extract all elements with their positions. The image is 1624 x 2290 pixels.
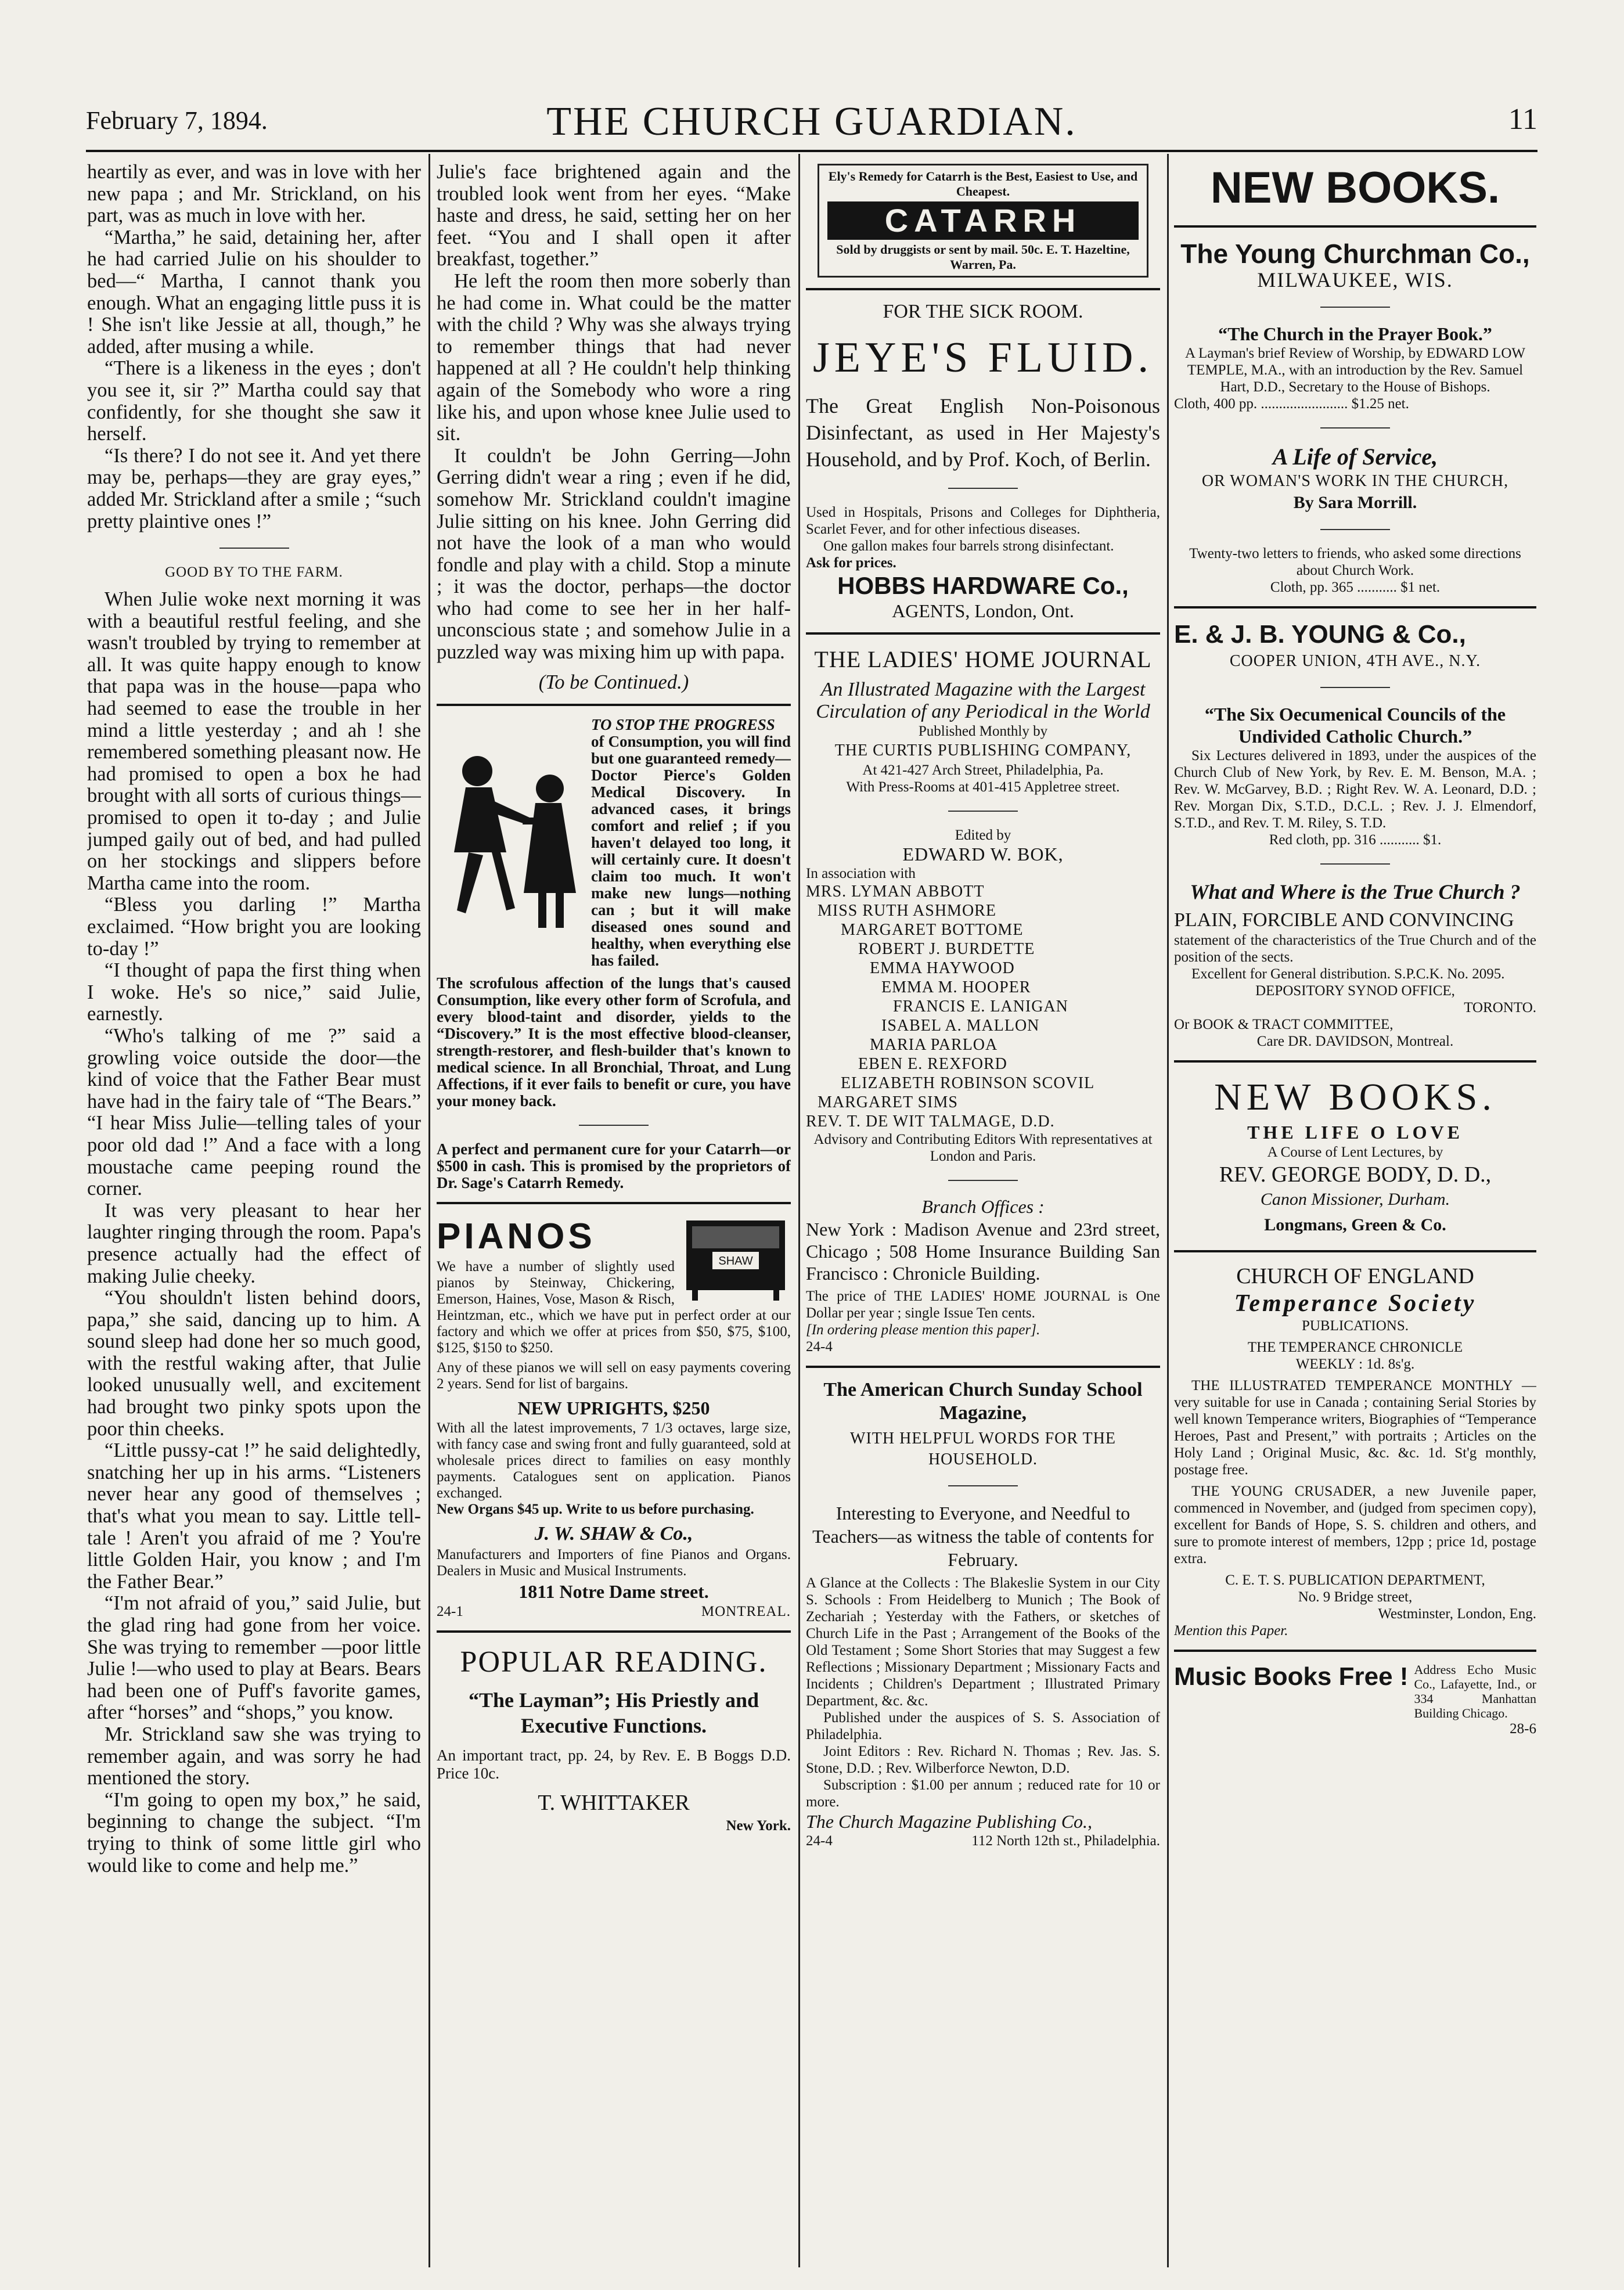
- chapter-subhead: GOOD BY TO THE FARM.: [165, 564, 343, 581]
- ad-reference: 24-4: [806, 1832, 833, 1849]
- ad-body: of Consumption, you will find but one guaranteed remedy—Doctor Pierce's Golden Medical Discovery. In advanced cases, it brings comfort and relief ; if you haven't delayed too long, it will certainly cure. It doesn't claim too much. It won't make new lungs—nothing can ; but it will make diseased ones sound and healthy, when everything else has failed.: [591, 733, 791, 970]
- contributor-name: MISS RUTH ASHMORE: [818, 902, 996, 920]
- depository-line: DEPOSITORY SYNOD OFFICE,: [1255, 983, 1455, 999]
- section-divider: [219, 548, 289, 549]
- book-tract-line: Or BOOK & TRACT COMMITTEE,: [1174, 1017, 1393, 1033]
- section-divider: [1174, 606, 1536, 608]
- music-books-heading: Music Books Free !: [1174, 1662, 1409, 1691]
- section-divider: [806, 288, 1160, 290]
- column-divider: [1167, 154, 1169, 2267]
- story-paragraph: It couldn't be John Gerring—John Gerring didn't wear a ring ; even if he did, somehow Mr. Strickland couldn't imagine Julie sitting on his knee. John Gerring did not have the look of a man who would fondle and play with a child. Stop a minute ; it was the doctor, perhaps—the doctor who had come to see her in her half-unconscious state ; and somehow Julie in a puzzled way was mixing him up with papa.: [437, 444, 791, 664]
- jeyes-fluid-heading: JEYE'S FLUID.: [812, 333, 1153, 381]
- ad-body: Used in Hospitals, Prisons and Colleges for Diphtheria, Scarlet Fever, and for other infectious diseases.: [806, 504, 1160, 537]
- contributor-name: MARGARET BOTTOME: [841, 921, 1024, 939]
- book-description: Twenty-two letters to friends, who asked some directions about Church Work.: [1189, 545, 1521, 578]
- book-title: “The Church in the Prayer Book.”: [1218, 323, 1492, 344]
- to-be-continued: (To be Continued.): [538, 671, 689, 693]
- ad-body: Ely's Remedy for Catarrh is the Best, Easiest to Use, and Cheapest.: [828, 169, 1138, 199]
- milwaukee-line: MILWAUKEE, WIS.: [1257, 268, 1453, 291]
- book-title: “The Six Oecumenical Councils of the Undivided Catholic Church.”: [1204, 704, 1506, 747]
- section-divider: [1174, 1650, 1536, 1652]
- column-book-notices: [1174, 161, 1536, 2275]
- popular-reading-heading: POPULAR READING.: [460, 1646, 768, 1679]
- book-description: Six Lectures delivered in 1893, under the auspices of the Church Club of New York, by Rev. E. M. Benson, M.A. ; Rev. W. McGarvey, B.D. ; Right Rev. W. A. Leonard, D.D. ; Rev. Morgan Dix, S.T.D., D.C.L. ; Rev. J. J. Elmendorf, S.T.D., and Rev. T. M. Riley, S. T.D.: [1174, 748, 1536, 831]
- story-paragraph: “I'm going to open my box,” he said, beginning to change the subject. “I'm trying to think of some little girl who would like to come and help me.”: [87, 1788, 421, 1877]
- pianos-heading: PIANOS: [437, 1216, 596, 1257]
- contributor-name: REV. T. DE WIT TALMAGE, D.D.: [806, 1112, 1055, 1131]
- masthead: [86, 99, 1537, 145]
- section-divider: [579, 1125, 649, 1126]
- ad-body: Advisory and Contributing Editors With representatives at London and Paris.: [813, 1132, 1153, 1165]
- ad-body: Edited by: [955, 827, 1011, 843]
- book-price: Cloth, 400 pp. ........................ $1.25 net.: [1174, 395, 1409, 412]
- column-story-part1: [87, 161, 421, 2275]
- page-number: 11: [1508, 103, 1537, 136]
- section-divider: [1320, 863, 1390, 865]
- book-subtitle: OR WOMAN'S WORK IN THE CHURCH,: [1201, 471, 1509, 490]
- section-divider: [437, 1202, 791, 1204]
- section-divider: [1320, 529, 1390, 530]
- book-description: THE ILLUSTRATED TEMPERANCE MONTHLY —very suitable for use in Canada ; containing Serial Stories by well known Temperance writers, Biographies of “Temperance Heroes, Past and Present,” with portraits ; Articles on the Holy Land ; Original Music, &c. &c. 1d. St'g monthly, postage free.: [1174, 1377, 1536, 1478]
- book-title: What and Where is the True Church ?: [1190, 880, 1521, 904]
- book-description: THE YOUNG CRUSADER, a new Juvenile paper, commenced in November, and (judged from specimen copy), excellent for Bands of Hope, S. S. children and others, and sure to promote interest of members, 12pp ; price 1d, postage extra.: [1174, 1483, 1536, 1567]
- ad-body: An Illustrated Magazine with the Largest Circulation of any Periodical in the World: [816, 679, 1150, 723]
- section-divider: [1320, 687, 1390, 688]
- contributor-name: EMMA M. HOOPER: [881, 978, 1031, 997]
- toronto-line: TORONTO.: [1464, 1000, 1536, 1016]
- shaw-city: MONTREAL.: [701, 1604, 791, 1620]
- publications-label: PUBLICATIONS.: [1301, 1317, 1409, 1334]
- section-divider: [806, 1366, 1160, 1368]
- book-description: statement of the characteristics of the True Church and of the position of the sects.: [1174, 932, 1536, 966]
- book-description: A Course of Lent Lectures, by: [1267, 1144, 1443, 1160]
- ad-body: At 421-427 Arch Street, Philadelphia, Pa.: [862, 762, 1104, 778]
- section-divider: [948, 488, 1018, 489]
- story-paragraph: “Bless you darling !” Martha exclaimed. “How bright you are looking to-day !”: [87, 894, 421, 960]
- ad-heading: TO STOP THE PROGRESS: [591, 716, 775, 734]
- story-paragraph: Julie's face brightened again and the troubled look went from her eyes. “Make haste and dress, he said, setting her on her feet. “You and I shall open it after breakfast, together.”: [437, 161, 791, 271]
- contributor-name: ROBERT J. BURDETTE: [858, 940, 1035, 959]
- story-paragraph: “Is there? I do not see it. And yet there may be, perhaps—they are gray eyes,” added Mr. Strickland after a smile ; “such pretty plaintive ones !”: [87, 444, 421, 532]
- new-books-heading: NEW BOOKS.: [1210, 163, 1500, 213]
- column-advertisements: [806, 161, 1160, 2275]
- plain-forcible-line: PLAIN, FORCIBLE AND CONVINCING: [1174, 909, 1514, 931]
- ad-body: [In ordering please mention this paper].: [806, 1322, 1040, 1338]
- ladies-home-journal-heading: THE LADIES' HOME JOURNAL: [814, 646, 1152, 673]
- contributor-name: EMMA HAYWOOD: [870, 959, 1015, 978]
- story-paragraph: Mr. Strickland saw she was trying to remember again, and was sorry he had mentioned the story.: [87, 1723, 421, 1789]
- ad-body: The price of THE LADIES' HOME JOURNAL is One Dollar per year ; single Issue Ten cents.: [806, 1288, 1160, 1321]
- book-price: Cloth, pp. 365 ........... $1 net.: [1270, 579, 1441, 595]
- new-books-heading-2: NEW BOOKS.: [1214, 1076, 1496, 1119]
- ask-prices: Ask for prices.: [806, 555, 896, 571]
- book-author: By Sara Morrill.: [1293, 493, 1417, 513]
- book-price: Red cloth, pp. 316 ........... $1.: [1269, 832, 1442, 848]
- story-paragraph: “There is a likeness in the eyes ; don't you see it, sir ?” Martha could say that confidently, for she thought she saw it herself.: [87, 357, 421, 445]
- section-divider: [1174, 1060, 1536, 1063]
- book-author-title: Canon Missioner, Durham.: [1260, 1189, 1450, 1209]
- newspaper-title: THE CHURCH GUARDIAN.: [546, 99, 1077, 144]
- shaw-company: J. W. SHAW & Co.,: [534, 1523, 693, 1545]
- contributor-name: MARIA PARLOA: [870, 1036, 998, 1054]
- catarrh-advertisement: [818, 164, 1148, 278]
- hobbs-hardware: HOBBS HARDWARE Co.,: [837, 571, 1129, 599]
- book-title: A Life of Service,: [1272, 443, 1438, 470]
- ad-body: A perfect and permanent cure for your Catarrh—or $500 in cash. This is promised by the proprietors of Dr. Sage's Catarrh Remedy.: [437, 1140, 791, 1192]
- ad-body: Subscription : $1.00 per annum ; reduced rate for 10 or more.: [806, 1777, 1160, 1810]
- consumption-advertisement: [437, 716, 791, 1191]
- story-paragraph: “I thought of papa the first thing when I woke. He's so nice,” said Julie, earnestly.: [87, 959, 421, 1025]
- popular-reading-advertisement: [437, 1643, 791, 1834]
- ad-body: One gallon makes four barrels strong disinfectant.: [823, 538, 1114, 554]
- issue-date: February 7, 1894.: [86, 106, 268, 135]
- layman-title: “The Layman”; His Priestly and Executive Functions.: [468, 1688, 759, 1738]
- ad-body: In association with: [806, 866, 916, 882]
- ad-body: With Press-Rooms at 401-415 Appletree street.: [846, 779, 1120, 795]
- temperance-society-heading: Temperance Society: [1234, 1290, 1477, 1317]
- whittaker-city: New York.: [726, 1818, 791, 1834]
- ad-body: An important tract, pp. 24, by Rev. E. B Boggs D.D. Price 10c.: [437, 1747, 791, 1783]
- story-paragraph: It was very pleasant to hear her laughter ringing through the room. Papa's presence actually had the effect of making Julie cheeky.: [87, 1199, 421, 1287]
- cooper-union-line: COOPER UNION, 4TH AVE., N.Y.: [1229, 651, 1481, 670]
- section-divider: [1174, 1250, 1536, 1252]
- contributor-name: ISABEL A. MALLON: [881, 1017, 1040, 1035]
- chronicle-price: WEEKLY : 1d. 8s'g.: [1295, 1356, 1415, 1372]
- publication-address: Westminster, London, Eng.: [1378, 1605, 1536, 1622]
- ad-body: Any of these pianos we will sell on easy payments covering 2 years. Send for list of bargains.: [437, 1360, 791, 1392]
- ad-body: We have a number of slightly used pianos by Steinway, Chickering, Emerson, Haines, Vose, Mason & Risch, Heintzman, etc., which we have put in perfect order at our factory and which we offer at prices from $50, $75, $100, $125, $150 to $250.: [437, 1259, 791, 1356]
- ad-reference: 28-6: [1510, 1720, 1536, 1737]
- ad-body: Joint Editors : Rev. Richard N. Thomas ; Rev. Jas. S. Stone, D.D. ; Rev. Wilberforce Newton, D.D.: [806, 1743, 1160, 1776]
- story-paragraph: “Martha,” he said, detaining her, after he had carried Julie on his shoulder to bed—“ Martha, I cannot thank you enough. What an engaging little puss it is ! She isn't like Jessie at all, though,” he added, after musing a while.: [87, 226, 421, 358]
- piano-label: SHAW: [718, 1255, 753, 1268]
- catarrh-heading: CATARRH: [827, 201, 1139, 240]
- contributor-name: MARGARET SIMS: [818, 1093, 958, 1112]
- section-divider: [948, 811, 1018, 812]
- story-paragraph: When Julie woke next morning it was with a beautiful restful feeling, and she wasn't troubled by trying to remember at all. It was quite happy enough to know that papa was in the house—papa who had seemed to ease the trouble in her mind a little yesterday ; and ah ! she remembered something pleasant now. He had promised to open a box he had brought with all sorts of curious things—promised to open it to-day ; and Julie jumped gaily out of bed, and had pulled on her stockings and slippers before Martha came into the room.: [87, 588, 421, 894]
- ej-b-young-heading: E. & J. B. YOUNG & Co.,: [1174, 620, 1466, 649]
- church-magazine-publisher: The Church Magazine Publishing Co.,: [806, 1810, 1093, 1832]
- book-description: A Layman's brief Review of Worship, by EDWARD LOW TEMPLE, M.A., with an introduction by the Rev. Samuel Hart, D.D., Secretary to the House of Bishops.: [1185, 345, 1525, 395]
- book-author: REV. GEORGE BODY, D. D.,: [1219, 1162, 1492, 1187]
- section-divider: [948, 1485, 1018, 1486]
- dancing-figures-illustration: [437, 719, 582, 951]
- contributor-name: EBEN E. REXFORD: [858, 1055, 1007, 1074]
- story-paragraph: “Little pussy-cat !” he said delightedly, snatching her up in his arms. “Listeners never hear any good of themselves ; that's what you mean to say. Little tell-tale ! Aren't you afraid of me ? You're little Golden Hair, you know ; and I'm the Father Bear.”: [87, 1439, 421, 1593]
- ad-body: A Glance at the Collects : The Blakeslie System in our City S. Schools : From Heidelberg to Munich ; The Book of Zechariah ; Yesterday with the Fathers, or sketches of Church Life in the Past ; Arrangement of the Books of the Old Testament ; Some Short Stories that may Suggest a few Reflections ; Missionary Department ; Missionary Facts and Incidents ; Children's Department ; Illustrated Primary Department, &c. &c.: [806, 1575, 1160, 1709]
- story-paragraph: He left the room then more soberly than he had come in. What could be the matter with the child ? Why was she always trying to remember things that had never happened at all ? He couldn't help thinking again of the Somebody who wore a ring like his, and upon whose knee Julie used to sit.: [437, 269, 791, 445]
- publication-address: No. 9 Bridge street,: [1298, 1589, 1413, 1605]
- ad-body: Sold by druggists or sent by mail. 50c. E. T. Hazeltine, Warren, Pa.: [836, 242, 1130, 272]
- music-address: Address Echo Music Co., Lafayette, Ind., or 334 Manhattan Building Chicago.: [1414, 1662, 1536, 1720]
- pianos-advertisement: [437, 1215, 791, 1620]
- section-divider: [437, 704, 791, 706]
- ad-body: The scrofulous affection of the lungs that's caused Consumption, like every other form of Scrofula, and every blood-taint and disorder, yields to the “Discovery.” It is the most effective blood-cleanser, strength-restorer, and flesh-builder that's known to medical science. In all Bronchial, Throat, and Lung Affections, if it ever fails to benefit or cure, you have your money back.: [437, 974, 791, 1110]
- contributor-list: [806, 882, 1160, 1131]
- column-divider: [428, 154, 430, 2267]
- ad-body: The Great English Non-Poisonous Disinfectant, as used in Her Majesty's Household, and by Prof. Koch, of Berlin.: [806, 394, 1160, 471]
- section-divider: [1320, 307, 1390, 308]
- organs-line: New Organs $45 up. Write to us before purchasing.: [437, 1502, 754, 1518]
- davidson-line: Care DR. DAVIDSON, Montreal.: [1256, 1034, 1454, 1050]
- ad-body: Interesting to Everyone, and Needful to Teachers—as witness the table of contents for February.: [812, 1502, 1154, 1570]
- ad-body: Manufacturers and Importers of fine Pianos and Organs. Dealers in Music and Musical Instruments.: [437, 1547, 791, 1579]
- ad-reference: 24-1: [437, 1604, 463, 1620]
- publication-department: C. E. T. S. PUBLICATION DEPARTMENT,: [1225, 1572, 1485, 1588]
- book-title: THE LIFE O LOVE: [1247, 1122, 1463, 1143]
- ad-body: With all the latest improvements, 7 1/3 octaves, large size, with fancy case and swing front and fully guaranteed, sold at wholesale prices direct to families on easy monthly payments. Catalogues sent on application. Pianos exchanged.: [437, 1420, 791, 1502]
- ad-body: New York : Madison Avenue and 23rd street, Chicago ; 508 Home Insurance Building San Francisco : Chronicle Building.: [806, 1218, 1160, 1284]
- mention-line: Mention this Paper.: [1174, 1622, 1288, 1639]
- contributor-name: FRANCIS E. LANIGAN: [893, 998, 1068, 1016]
- story-paragraph: heartily as ever, and was in love with her new papa ; and Mr. Strickland, on his part, was as much in love with her.: [87, 161, 421, 227]
- curtis-company: THE CURTIS PUBLISHING COMPANY,: [834, 741, 1132, 760]
- american-church-heading: The American Church Sunday School Magazine,: [823, 1378, 1143, 1424]
- ad-body: WITH HELPFUL WORDS FOR THE HOUSEHOLD.: [850, 1429, 1116, 1468]
- section-divider: [437, 1630, 791, 1633]
- publisher-name: Longmans, Green & Co.: [1264, 1215, 1446, 1234]
- uprights-heading: NEW UPRIGHTS, $250: [517, 1398, 710, 1419]
- section-divider: [948, 1180, 1018, 1181]
- story-paragraph: “I'm not afraid of you,” said Julie, but the glad ring had gone from her voice. She was trying to remember —poor little Julie !—who used to play at Bears. Bears had been one of Puff's favorite games, after “horses” and “shops,” you know.: [87, 1592, 421, 1724]
- section-divider: [806, 632, 1160, 635]
- editor-name: EDWARD W. BOK,: [902, 843, 1064, 865]
- piano-illustration: [680, 1215, 791, 1302]
- contributor-name: MRS. LYMAN ABBOTT: [806, 883, 985, 901]
- masthead-rule: [86, 150, 1537, 152]
- section-divider: [1174, 225, 1536, 228]
- book-description: Excellent for General distribution. S.P.C.K. No. 2095.: [1191, 966, 1505, 982]
- sick-room-heading: FOR THE SICK ROOM.: [883, 301, 1083, 322]
- branch-heading: Branch Offices :: [921, 1196, 1045, 1218]
- ad-reference: 24-4: [806, 1338, 833, 1355]
- shaw-address: 1811 Notre Dame street.: [518, 1581, 709, 1603]
- ad-body: 112 North 12th st., Philadelphia.: [971, 1832, 1160, 1849]
- column-story-part2: [437, 161, 791, 2275]
- story-paragraph: “Who's talking of me ?” said a growling voice outside the door—the kind of voice that the Father Bear must have had in the fairy tale of “The Bears.” “I hear Miss Julie—telling tales of your poor old dad !” And a face with a long moustache came peeping round the corner.: [87, 1024, 421, 1200]
- whittaker-name: T. WHITTAKER: [538, 1791, 690, 1816]
- young-churchman-heading: The Young Churchman Co.,: [1180, 239, 1530, 269]
- chronicle-title: THE TEMPERANCE CHRONICLE: [1247, 1339, 1463, 1355]
- section-divider: [1320, 427, 1390, 429]
- church-of-england-heading: CHURCH OF ENGLAND: [1236, 1263, 1474, 1288]
- ad-body: Published Monthly by: [918, 723, 1048, 740]
- column-divider: [798, 154, 800, 2267]
- agents-line: AGENTS, London, Ont.: [892, 600, 1074, 621]
- ad-body: Published under the auspices of S. S. Association of Philadelphia.: [806, 1709, 1160, 1742]
- contributor-name: ELIZABETH ROBINSON SCOVIL: [841, 1074, 1095, 1093]
- story-paragraph: “You shouldn't listen behind doors, papa,” she said, dancing up to him. A sound sleep had done her so much good, with the restful waking after, that Julie looked unusually well, and excitement had brought two pinky spots upon the poor thin cheeks.: [87, 1287, 421, 1440]
